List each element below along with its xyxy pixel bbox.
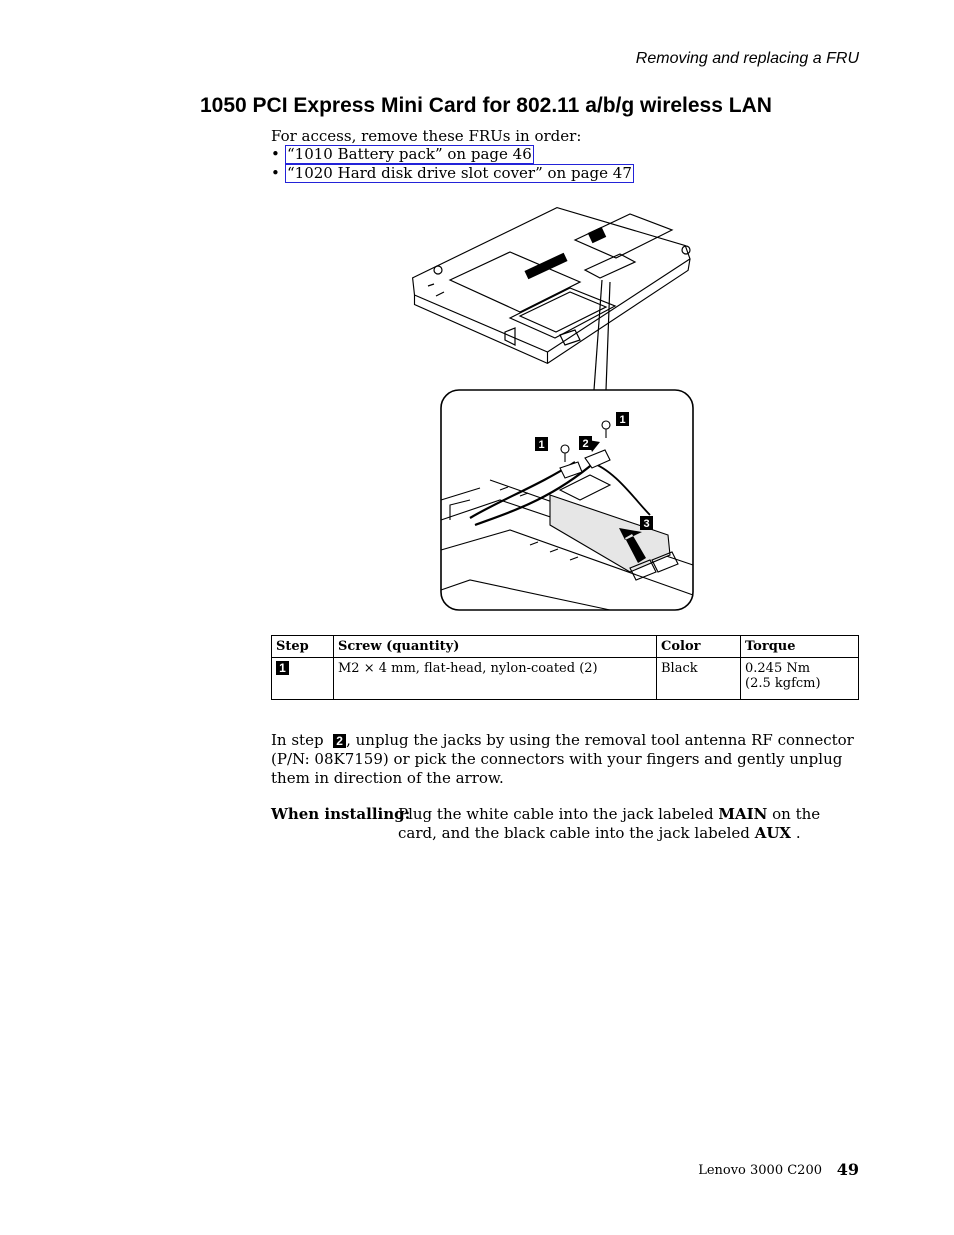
bullet: • — [271, 164, 280, 182]
link-battery-pack[interactable]: “1010 Battery pack” on page 46 — [287, 145, 532, 163]
laptop-drawing — [413, 208, 690, 364]
page-number: 49 — [836, 1160, 859, 1179]
header-screw: Screw (quantity) — [334, 636, 657, 658]
step-note-prefix: In step — [271, 731, 324, 749]
list-item — [271, 145, 634, 164]
callout-2 — [579, 436, 592, 450]
callout-1a — [535, 437, 548, 451]
svg-text:2: 2 — [582, 438, 589, 450]
screw-table — [271, 635, 859, 700]
cell-step — [272, 658, 334, 700]
callout-3 — [640, 516, 653, 530]
cell-torque — [741, 658, 859, 700]
installing-label: When installing: — [271, 805, 411, 823]
installing-text — [398, 805, 858, 843]
list-item — [271, 164, 634, 183]
section-title: 1050 PCI Express Mini Card for 802.11 a/b/g wireless LAN — [200, 94, 772, 117]
aux-label: AUX — [754, 824, 792, 842]
svg-text:1: 1 — [538, 439, 545, 451]
step-number-badge: 1 — [276, 661, 289, 675]
cell-color: Black — [657, 658, 741, 700]
svg-text:1: 1 — [619, 414, 626, 426]
step-note-text: , unplug the jacks by using the removal tool antenna RF connector (P/N: 08K7159) or pick the connectors with your fingers and gently unplug them in direction of the arrow. — [271, 731, 854, 787]
pointer-lines — [594, 280, 610, 390]
removal-illustration — [410, 200, 700, 615]
installing-text-1: Plug the white cable into the jack labeled — [398, 805, 714, 823]
header-torque: Torque — [741, 636, 859, 658]
detail-frame — [441, 390, 693, 610]
torque-kgfcm: (2.5 kgfcm) — [745, 676, 821, 691]
step-number-badge: 2 — [333, 734, 346, 748]
installing-text-2: on the card, and the black cable into the jack labeled — [398, 805, 821, 842]
running-head: Removing and replacing a FRU — [635, 50, 859, 67]
intro-text: For access, remove these FRUs in order: — [271, 127, 582, 145]
link-hdd-slot-cover[interactable]: “1020 Hard disk drive slot cover” on page 47 — [287, 164, 632, 182]
callout-1b — [616, 412, 629, 426]
header-color: Color — [657, 636, 741, 658]
bullet: • — [271, 145, 280, 163]
main-label: MAIN — [718, 805, 768, 823]
cell-screw: M2 × 4 mm, flat-head, nylon-coated (2) — [334, 658, 657, 700]
svg-text:3: 3 — [643, 518, 650, 530]
installing-text-3: . — [795, 824, 801, 842]
footer-product: Lenovo 3000 C200 — [698, 1163, 822, 1178]
table-row — [272, 658, 859, 700]
header-step: Step — [272, 636, 334, 658]
torque-nm: 0.245 Nm — [745, 661, 811, 676]
table-header-row — [272, 636, 859, 658]
step-note — [271, 731, 861, 788]
fru-list — [271, 145, 634, 183]
